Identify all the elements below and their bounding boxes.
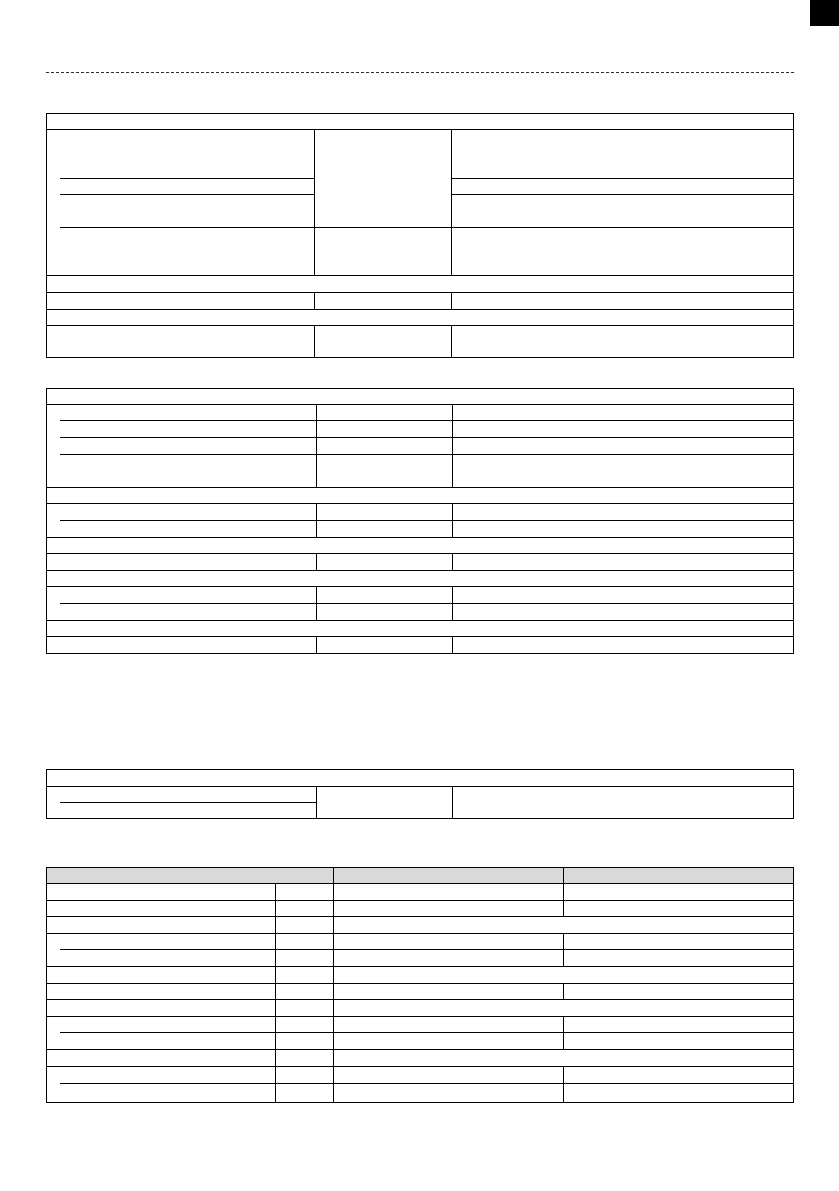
- table-4-header-row: [47, 868, 793, 883]
- table-2-frame: [46, 388, 794, 654]
- header-divider: [46, 72, 794, 73]
- table-3-frame: [46, 769, 794, 819]
- table-1-frame: [46, 113, 794, 358]
- page-tab-marker: [810, 0, 839, 26]
- table-4-frame: [46, 867, 794, 1103]
